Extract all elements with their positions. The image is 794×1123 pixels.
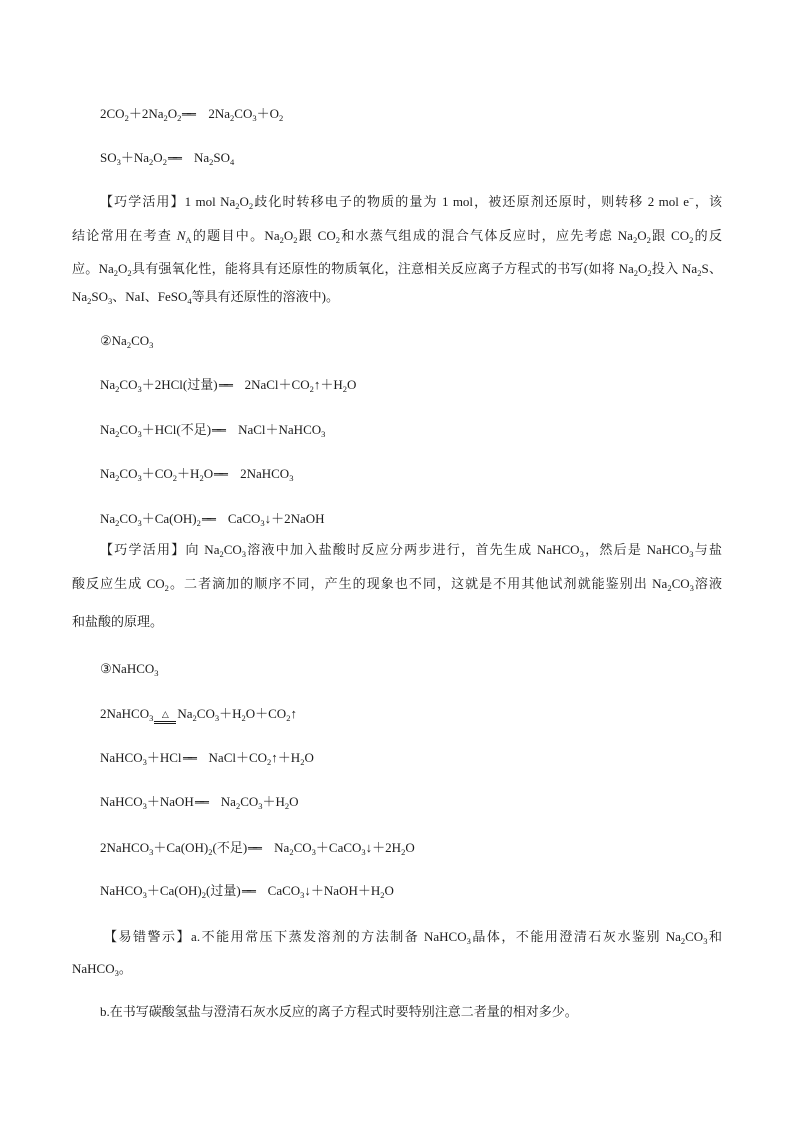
subscript: 2 bbox=[87, 295, 92, 306]
italic-symbol: N bbox=[176, 228, 186, 243]
reaction-equals-sign: ══ bbox=[194, 796, 205, 809]
text-run: 跟 CO bbox=[297, 228, 336, 243]
subscript: 3 bbox=[321, 428, 326, 439]
subscript: 2 bbox=[342, 383, 347, 394]
text-run: ＋2HCl(过量) bbox=[141, 377, 218, 392]
subscript: 3 bbox=[311, 846, 316, 857]
reaction-equals-sign: ══ bbox=[248, 842, 258, 855]
subscript: 2 bbox=[335, 234, 340, 245]
warning-paragraph-line bbox=[104, 927, 722, 947]
tip-paragraph-line bbox=[100, 192, 722, 212]
subscript: 2 bbox=[163, 112, 168, 123]
subscript: 3 bbox=[137, 517, 142, 528]
equation-line bbox=[100, 881, 394, 902]
text-run: CO bbox=[119, 377, 138, 392]
text-run: CO bbox=[671, 576, 690, 591]
tip-paragraph-line bbox=[72, 574, 722, 594]
subscript: 3 bbox=[260, 517, 265, 528]
text-run: CaCO bbox=[267, 883, 301, 898]
text-run: CO bbox=[119, 466, 138, 481]
subscript: 2 bbox=[680, 935, 686, 946]
subscript: 2 bbox=[646, 234, 651, 245]
text-run: 2NaHCO bbox=[240, 466, 290, 481]
text-run: ＋H bbox=[262, 794, 285, 809]
text-run: 具有强氧化性，能将具有还原性的物质氧化，注意相关反应离子方程式的书写(如将 Na bbox=[131, 261, 634, 276]
text-run: O bbox=[239, 194, 249, 209]
text-run: ＋Ca(OH) bbox=[141, 511, 197, 526]
text-run: ＋O bbox=[256, 106, 279, 121]
subscript: 3 bbox=[214, 712, 220, 723]
subscript: 3 bbox=[689, 548, 694, 559]
text-run: 酸反应生成 CO bbox=[72, 576, 165, 591]
text-run: b.在书写碳酸氢盐与澄清石灰水反应的离子方程式时要特别注意二者量的相对多少。 bbox=[100, 1004, 578, 1019]
subscript: 2 bbox=[177, 112, 182, 123]
reaction-equals-sign: ══ bbox=[218, 379, 229, 392]
subscript: 3 bbox=[241, 548, 247, 559]
subscript: 3 bbox=[579, 548, 584, 559]
subscript: 3 bbox=[149, 712, 154, 723]
text-run: 歧化时转移电子的物质的量为 1 mol，被还原剂还原时，则转移 2 mol e bbox=[253, 194, 689, 209]
subscript: 2 bbox=[115, 517, 120, 528]
subscript: 2 bbox=[209, 156, 214, 167]
text-run: O bbox=[346, 377, 357, 392]
text-run: CaCO bbox=[227, 511, 261, 526]
text-run: ＋Ca(OH) bbox=[153, 840, 209, 855]
subscript: 3 bbox=[137, 428, 142, 439]
subscript: 3 bbox=[149, 339, 154, 350]
text-run: CO bbox=[196, 706, 215, 721]
text-run: SO bbox=[91, 289, 109, 304]
subscript: 2 bbox=[172, 472, 178, 483]
subscript: 3 bbox=[137, 472, 142, 483]
subscript: 3 bbox=[300, 889, 305, 900]
subscript: 2 bbox=[689, 234, 694, 245]
text-run: ②Na bbox=[100, 333, 127, 348]
text-run: Na bbox=[274, 840, 290, 855]
subscript: 2 bbox=[279, 234, 284, 245]
reaction-equals-sign: ══ bbox=[182, 108, 193, 121]
subscript: 2 bbox=[697, 267, 702, 278]
text-run: O bbox=[304, 750, 314, 765]
text-run: SO bbox=[100, 150, 117, 165]
text-run: CO bbox=[234, 106, 253, 121]
text-run: 结论常用在考查 bbox=[72, 228, 177, 243]
text-run: ＋Na bbox=[120, 150, 150, 165]
subscript: 2 bbox=[192, 712, 197, 723]
equation-line bbox=[100, 509, 325, 530]
text-run: Na bbox=[193, 150, 210, 165]
subscript: 2 bbox=[115, 383, 120, 394]
subscript: 2 bbox=[293, 234, 298, 245]
text-run: (过量) bbox=[206, 883, 241, 898]
text-run: 。 bbox=[118, 961, 132, 976]
subscript: 2 bbox=[380, 889, 385, 900]
text-run: ↓＋NaOH＋H bbox=[304, 883, 381, 898]
tip-paragraph-line bbox=[100, 540, 722, 560]
subscript: 3 bbox=[142, 889, 147, 900]
text-run: 投入 Na bbox=[651, 261, 698, 276]
reaction-equals-sign: ══ bbox=[201, 513, 212, 526]
text-run: ↑ bbox=[290, 706, 297, 721]
equation-line bbox=[100, 748, 314, 769]
subscript: 2 bbox=[667, 582, 672, 593]
subscript: 3 bbox=[142, 800, 147, 811]
subscript: 3 bbox=[154, 667, 159, 678]
subscript: 3 bbox=[114, 967, 119, 978]
subscript: 2 bbox=[219, 548, 224, 559]
subscript: 2 bbox=[127, 267, 132, 278]
text-run: Na bbox=[100, 377, 116, 392]
text-run: 2NaHCO bbox=[100, 706, 150, 721]
equation-line bbox=[100, 838, 415, 859]
tip-paragraph-line bbox=[72, 612, 163, 632]
text-run: ＋H bbox=[177, 466, 200, 481]
section-heading bbox=[100, 331, 153, 351]
subscript: 2 bbox=[286, 712, 291, 723]
text-run: O bbox=[203, 466, 214, 481]
reaction-equals-sign: ══ bbox=[182, 752, 193, 765]
text-run: S、 bbox=[701, 261, 722, 276]
text-run: (不足) bbox=[212, 840, 248, 855]
subscript: 3 bbox=[258, 800, 263, 811]
text-run: 2CO bbox=[100, 106, 125, 121]
subscript: 2 bbox=[267, 756, 272, 767]
text-run: 溶液中加入盐酸时反应分两步进行，首先生成 NaHCO bbox=[246, 542, 580, 557]
text-run: CO bbox=[223, 542, 242, 557]
text-run: ＋2Na bbox=[128, 106, 164, 121]
subscript: 2 bbox=[126, 339, 132, 350]
text-run: 【易错警示】a.不能用常压下蒸发溶剂的方法制备 NaHCO bbox=[104, 929, 467, 944]
text-run: CO bbox=[119, 511, 138, 526]
subscript: 3 bbox=[142, 756, 147, 767]
text-run: ＋Ca(OH) bbox=[146, 883, 202, 898]
text-run: Na bbox=[100, 511, 116, 526]
text-run: 2NaHCO bbox=[100, 840, 150, 855]
subscript: 3 bbox=[149, 846, 154, 857]
subscript: A bbox=[185, 234, 192, 245]
text-run: ↑＋H bbox=[271, 750, 301, 765]
subscript: 2 bbox=[235, 200, 240, 211]
text-run: O bbox=[637, 261, 648, 276]
text-run: CO bbox=[131, 333, 150, 348]
subscript: 2 bbox=[633, 267, 638, 278]
text-run: NaCl＋NaHCO bbox=[238, 422, 322, 437]
subscript: 2 bbox=[208, 846, 213, 857]
subscript: 2 bbox=[241, 712, 246, 723]
subscript: 2 bbox=[230, 112, 235, 123]
text-run: O bbox=[167, 106, 178, 121]
text-run: O bbox=[384, 883, 394, 898]
text-run: O bbox=[283, 228, 294, 243]
text-run: 等具有还原性的溶液中)。 bbox=[191, 289, 339, 304]
text-run: 。二者滴加的顺序不同，产生的现象也不同，这就是不用其他试剂就能鉴别出 Na bbox=[168, 576, 668, 591]
equation-line bbox=[100, 375, 356, 396]
subscript: 2 bbox=[113, 267, 118, 278]
subscript: 3 bbox=[137, 383, 142, 394]
text-run: ＋H bbox=[219, 706, 242, 721]
subscript: 2 bbox=[115, 472, 120, 483]
text-run: O bbox=[405, 840, 415, 855]
text-run: 、NaI、FeSO bbox=[112, 289, 188, 304]
text-run: O bbox=[637, 228, 647, 243]
equation-line bbox=[100, 464, 293, 485]
text-run: ↑＋H bbox=[313, 377, 343, 392]
text-run: ＋CO bbox=[141, 466, 173, 481]
text-run: ＋HCl bbox=[146, 750, 182, 765]
subscript: 2 bbox=[300, 756, 305, 767]
subscript: 2 bbox=[284, 800, 290, 811]
subscript: 2 bbox=[248, 200, 254, 211]
text-run: NaHCO bbox=[100, 794, 143, 809]
equation-line bbox=[100, 104, 283, 125]
equation-line bbox=[100, 704, 297, 725]
text-run: NaHCO bbox=[100, 883, 143, 898]
text-run: ③NaHCO bbox=[100, 661, 155, 676]
reaction-equals-sign: ══ bbox=[212, 424, 222, 437]
text-run: Na bbox=[100, 466, 116, 481]
subscript: 2 bbox=[279, 112, 284, 123]
warning-paragraph-line bbox=[100, 1002, 578, 1022]
text-run: SO bbox=[213, 150, 230, 165]
text-run: 应。Na bbox=[72, 261, 114, 276]
subscript: 3 bbox=[361, 846, 366, 857]
subscript: 3 bbox=[703, 935, 708, 946]
text-run: ＋NaOH bbox=[146, 794, 194, 809]
text-run: O bbox=[118, 261, 128, 276]
subscript: 2 bbox=[289, 846, 294, 857]
subscript: 2 bbox=[401, 846, 406, 857]
text-run: 和水蒸气组成的混合气体反应时，应先考虑 Na bbox=[339, 228, 633, 243]
section-heading bbox=[100, 659, 159, 679]
heating-sign: △ bbox=[154, 711, 176, 725]
subscript: 3 bbox=[689, 582, 694, 593]
text-run: NaCl＋CO bbox=[208, 750, 268, 765]
subscript: 2 bbox=[235, 800, 241, 811]
text-run: CO bbox=[119, 422, 138, 437]
text-run: 和盐酸的原理。 bbox=[72, 614, 164, 629]
text-run: O＋CO bbox=[245, 706, 287, 721]
subscript: 4 bbox=[229, 156, 235, 167]
text-run: 跟 CO bbox=[650, 228, 690, 243]
text-run: O bbox=[289, 794, 299, 809]
subscript: 2 bbox=[124, 112, 129, 123]
text-run: 和 bbox=[707, 929, 722, 944]
warning-paragraph-line bbox=[72, 959, 132, 979]
equation-line bbox=[100, 148, 234, 169]
subscript: 3 bbox=[252, 112, 257, 123]
reaction-equals-sign: ══ bbox=[241, 885, 252, 898]
text-run: Na bbox=[100, 422, 116, 437]
text-run: 2NaCl＋CO bbox=[244, 377, 310, 392]
text-run: ＋CaCO bbox=[315, 840, 362, 855]
subscript: 2 bbox=[632, 234, 638, 245]
text-run: 的反 bbox=[693, 228, 722, 243]
text-run: CO bbox=[240, 794, 259, 809]
subscript: 2 bbox=[115, 428, 120, 439]
subscript: 3 bbox=[466, 935, 471, 946]
text-run: CO bbox=[293, 840, 312, 855]
subscript: 2 bbox=[647, 267, 652, 278]
text-run: O bbox=[153, 150, 163, 165]
superscript: − bbox=[688, 192, 694, 203]
subscript: 2 bbox=[162, 156, 167, 167]
text-run: ↓＋2H bbox=[365, 840, 402, 855]
reaction-equals-sign: ══ bbox=[214, 468, 224, 481]
subscript: 2 bbox=[201, 889, 206, 900]
text-run: Na bbox=[220, 794, 236, 809]
tip-paragraph-line bbox=[72, 287, 339, 307]
text-run: 与盐 bbox=[693, 542, 722, 557]
text-run: 溶液 bbox=[693, 576, 722, 591]
subscript: 2 bbox=[164, 582, 169, 593]
subscript: 3 bbox=[108, 295, 113, 306]
text-run: 的题目中。Na bbox=[191, 228, 280, 243]
text-run: 晶体，不能用澄清石灰水鉴别 Na bbox=[470, 929, 681, 944]
subscript: 2 bbox=[199, 472, 204, 483]
subscript: 3 bbox=[289, 472, 294, 483]
text-run: 2Na bbox=[208, 106, 231, 121]
subscript: 2 bbox=[309, 383, 314, 394]
text-run: ，该 bbox=[693, 194, 722, 209]
subscript: 2 bbox=[149, 156, 154, 167]
text-run: 【巧学活用】向 Na bbox=[100, 542, 220, 557]
text-run: ，然后是 NaHCO bbox=[583, 542, 690, 557]
subscript: 4 bbox=[187, 295, 192, 306]
text-run: NaHCO bbox=[100, 750, 143, 765]
subscript: 2 bbox=[196, 517, 201, 528]
reaction-equals-sign: ══ bbox=[167, 152, 178, 165]
equation-line bbox=[100, 420, 325, 441]
tip-paragraph-line bbox=[72, 226, 722, 246]
text-run: NaHCO bbox=[72, 961, 115, 976]
tip-paragraph-line bbox=[72, 259, 722, 279]
text-run: 【巧学活用】1 mol Na bbox=[100, 194, 236, 209]
text-run: ↓＋2NaOH bbox=[264, 511, 325, 526]
text-run: Na bbox=[72, 289, 88, 304]
equation-line bbox=[100, 792, 299, 813]
subscript: 3 bbox=[116, 156, 121, 167]
text-run: Na bbox=[177, 706, 193, 721]
text-run: ＋HCl(不足) bbox=[141, 422, 212, 437]
text-run: CO bbox=[685, 929, 704, 944]
